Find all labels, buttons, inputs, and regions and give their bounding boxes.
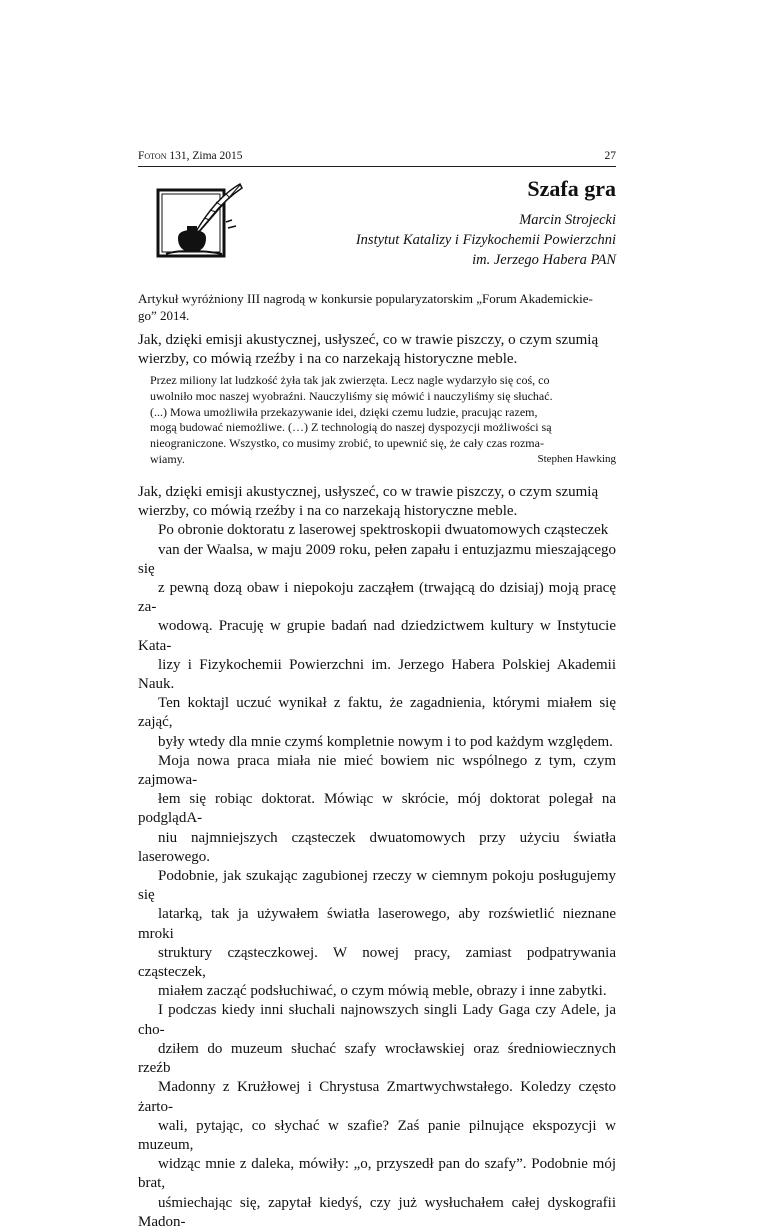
- text-line: niu najmniejszych cząsteczek dwuatomowych przy użyciu światła laserowego.: [138, 829, 616, 865]
- text-line: łem się robiąc doktorat. Mówiąc w skrócie, mój doktorat polegał na podglądA-: [138, 791, 616, 827]
- award-note: [138, 290, 616, 324]
- quote-line: nieograniczone. Wszystko, co musimy zrobić, to upewnić się, że cały czas rozma-: [150, 436, 544, 451]
- running-header: [138, 150, 616, 166]
- author-block: [356, 210, 616, 270]
- text-line: Jak, dzięki emisji akustycznej, usłyszeć, co w trawie piszczy, o czym szumią: [138, 484, 599, 500]
- text-line: wali, pytając, co słychać w szafie? Zaś panie pilnujące ekspozycji w muzeum,: [138, 1117, 616, 1153]
- quote-line: uwolniło moc naszej wyobraźni. Nauczyliśmy się mówić i nauczyliśmy się słuchać.: [150, 388, 553, 403]
- text-line: struktury cząsteczkowej. W nowej pracy, zamiast podpatrywania cząsteczek,: [138, 944, 616, 981]
- text-line: z pewną dozą obaw i niepokoju zacząłem (trwającą do dzisiaj) moją pracę za-: [138, 580, 616, 616]
- quote-line: (...) Mowa umożliwiła przekazywanie idei, dzięki czemu ludzie, pracując razem,: [150, 404, 538, 419]
- author-name: Marcin Strojecki: [519, 212, 616, 228]
- text-line: van der Waalsa, w maju 2009 roku, pełen zapału i entuzjazmu mieszającego się: [138, 541, 616, 577]
- affiliation-line: im. Jerzego Habera PAN: [472, 252, 616, 268]
- article-body: [138, 483, 616, 1232]
- inkwell-quill-icon: [156, 182, 244, 262]
- text-line: Jak, dzięki emisji akustycznej, usłyszeć, co w trawie piszczy, o czym szumią: [138, 332, 599, 348]
- text-line: I podczas kiedy inni słuchali najnowszych singli Lady Gaga czy Adele, ja cho-: [138, 1002, 616, 1038]
- text-line: wierzby, co mówią rzeźby i na co narzekają historyczne meble.: [138, 351, 518, 367]
- text-line: dziłem do muzeum słuchać szafy wrocławskiej oraz średniowiecznych rzeźb: [138, 1040, 616, 1077]
- text-line: Moja nowa praca miała nie mieć bowiem nic wspólnego z tym, czym zajmowa-: [138, 752, 616, 789]
- text-line: Madonny z Krużłowej i Chrystusa Zmartwychwstałego. Koledzy często żarto-: [138, 1079, 616, 1115]
- affiliation-line: Instytut Katalizy i Fizykochemii Powierzchni: [355, 232, 616, 248]
- issue-info: 131, Zima 2015: [166, 150, 243, 162]
- text-line: wodową. Pracuję w grupie badań nad dziedzictwem kultury w Instytucie Kata-: [138, 618, 616, 654]
- quote-line: mogą budować niemożliwe. (…) Z technologią do naszej dyspozycji możliwości są: [150, 420, 552, 435]
- text-line: Podobnie, jak szukając zagubionej rzeczy w ciemnym pokoju posługujemy się: [138, 868, 616, 904]
- body-paragraph: [138, 521, 616, 1232]
- quote-line: Przez miliony lat ludzkość żyła tak jak zwierzęta. Lecz nagle wydarzyło się coś, co: [150, 373, 550, 387]
- article-title: Szafa gra: [527, 176, 616, 201]
- header-rule: [138, 166, 616, 167]
- page-number: 27: [604, 150, 616, 162]
- quote-attribution: Stephen Hawking: [537, 453, 616, 465]
- quote-line: wiamy.: [150, 451, 185, 466]
- text-line: Ten koktajl uczuć wynikał z faktu, że zagadnienia, którymi miałem się zająć,: [138, 695, 616, 731]
- body-paragraph: [138, 483, 616, 521]
- text-line: miałem zacząć podsłuchiwać, o czym mówią meble, obrazy i inne zabytki.: [158, 983, 607, 1000]
- text-line: lizy i Fizykochemii Powierzchni im. Jerzego Habera Polskiej Akademii Nauk.: [138, 656, 616, 693]
- award-line: go” 2014.: [138, 308, 190, 323]
- text-line: Po obronie doktoratu z laserowej spektroskopii dwuatomowych cząsteczek: [158, 522, 609, 539]
- text-line: wierzby, co mówią rzeźby i na co narzekają historyczne meble.: [138, 503, 518, 520]
- lead-paragraph: [138, 331, 616, 369]
- text-line: uśmiechając się, zapytał kiedyś, czy już wysłuchałem całej dyskografii Madon-: [138, 1194, 616, 1230]
- journal-issue: [138, 150, 243, 162]
- text-line: były wtedy dla mnie czymś kompletnie nowym i to pod każdym względem.: [158, 733, 613, 750]
- text-line: widząc mnie z daleka, mówiły: „o, przyszedł pan do szafy”. Podobnie mój brat,: [138, 1156, 616, 1192]
- journal-name: Foton: [138, 150, 167, 162]
- text-line: latarką, tak ja używałem światła laserowego, aby rozświetlić nieznane mroki: [138, 906, 616, 942]
- award-line: Artykuł wyróżniony III nagrodą w konkursie popularyzatorskim „Forum Akademickie-: [138, 291, 593, 306]
